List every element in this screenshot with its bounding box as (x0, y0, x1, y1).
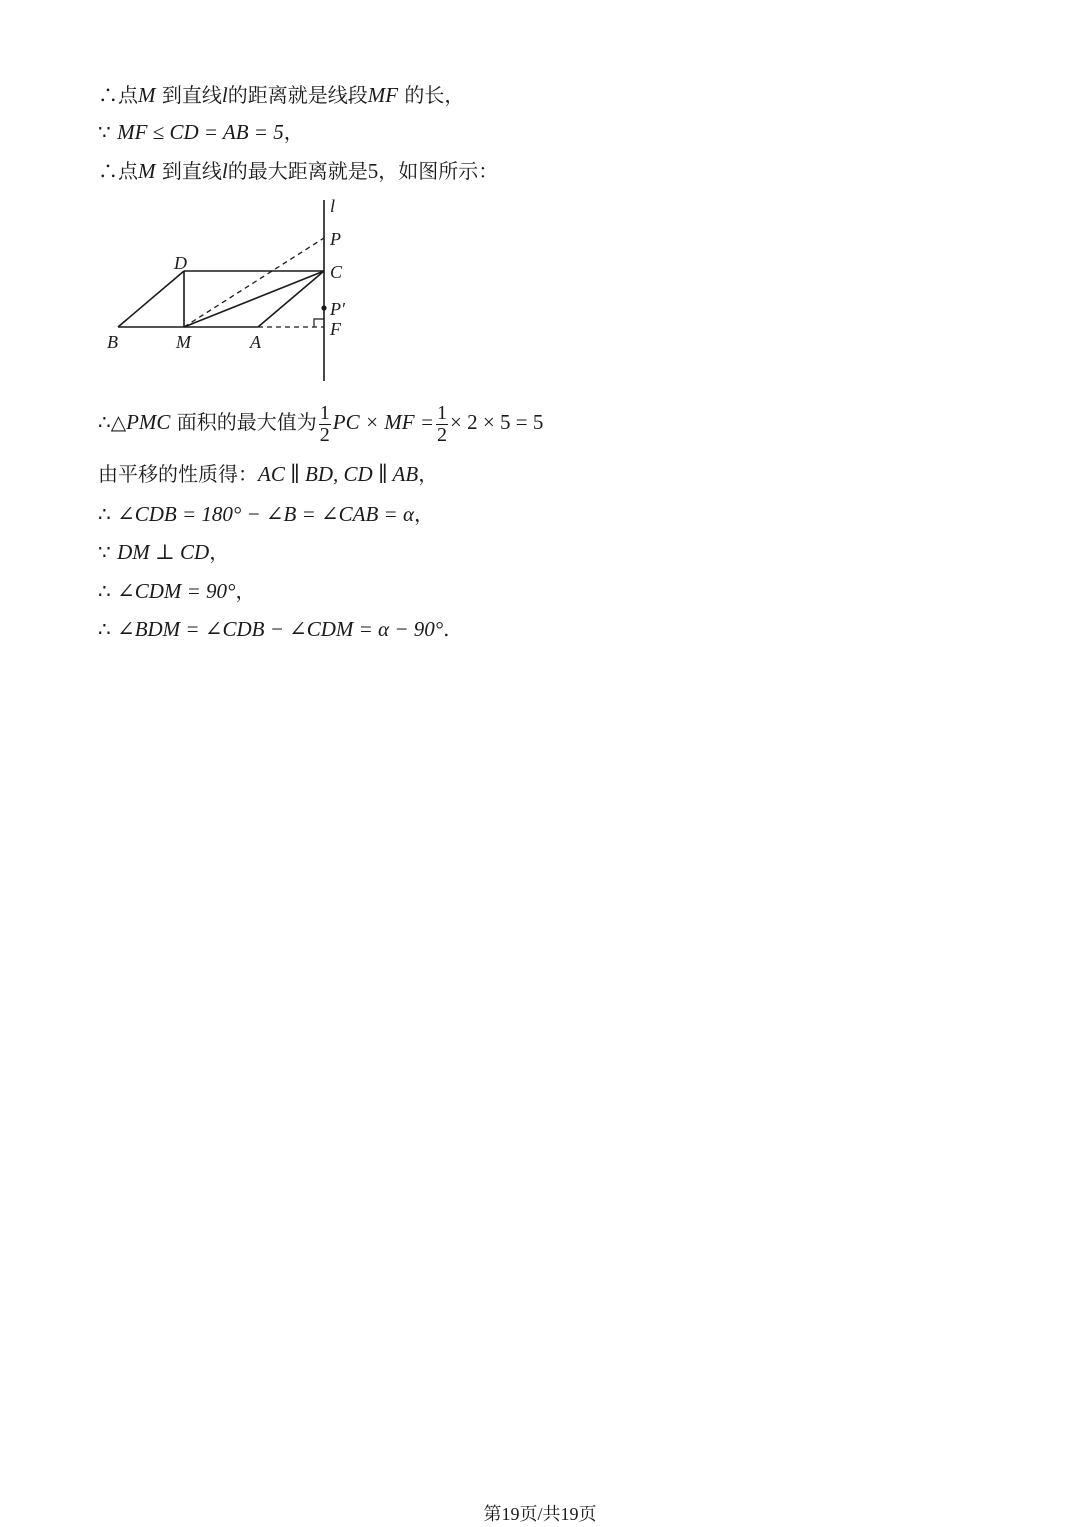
label-p-prime: P′ (330, 299, 345, 319)
geometry-figure (100, 195, 400, 385)
text-line-8: ∴ ∠CDM = 90°， (98, 579, 256, 603)
label-a: A (250, 332, 261, 352)
segment-MC (184, 271, 324, 327)
label-b: B (107, 332, 118, 352)
segment-BD (118, 271, 184, 327)
label-c: C (330, 262, 343, 282)
label-l: l (330, 196, 336, 216)
label-p: P (330, 229, 341, 249)
label-f: F (330, 319, 341, 339)
page-footer: 第19页/共19页 (483, 1504, 597, 1524)
point-p-prime (321, 305, 326, 310)
segment-MP-dashed (184, 238, 324, 327)
fraction-one-half: $\frac{1}{2}$ (319, 401, 330, 446)
text-line-6: ∴ ∠CDB = 180° − ∠B = ∠CAB = α， (98, 502, 434, 526)
text-line-5: 由平移的性质得：AC ∥ BD, CD ∥ AB， (98, 462, 439, 486)
text-line-1: ∴点M 到直线l的距离就是线段MF 的长， (98, 83, 465, 107)
text-line-4: ∴△PMC 面积的最大值为 $\frac{1}{2}$ PC × MF = $\frac{1}{2}$ × 2 × 5 = 5 (98, 401, 544, 446)
right-angle-mark (314, 319, 324, 327)
text-line-9: ∴ ∠BDM = ∠CDB − ∠CDM = α − 90°. (98, 617, 450, 641)
text-line-7: ∵ DM ⊥ CD， (98, 540, 230, 564)
text-line-3: ∴点M 到直线l的最大距离就是5，如图所示： (98, 159, 499, 183)
label-d: D (174, 253, 187, 273)
fraction-one-half-2: $\frac{1}{2}$ (437, 401, 448, 446)
text-line-2: ∵ MF ≤ CD = AB = 5， (98, 120, 304, 144)
label-m: M (176, 332, 191, 352)
